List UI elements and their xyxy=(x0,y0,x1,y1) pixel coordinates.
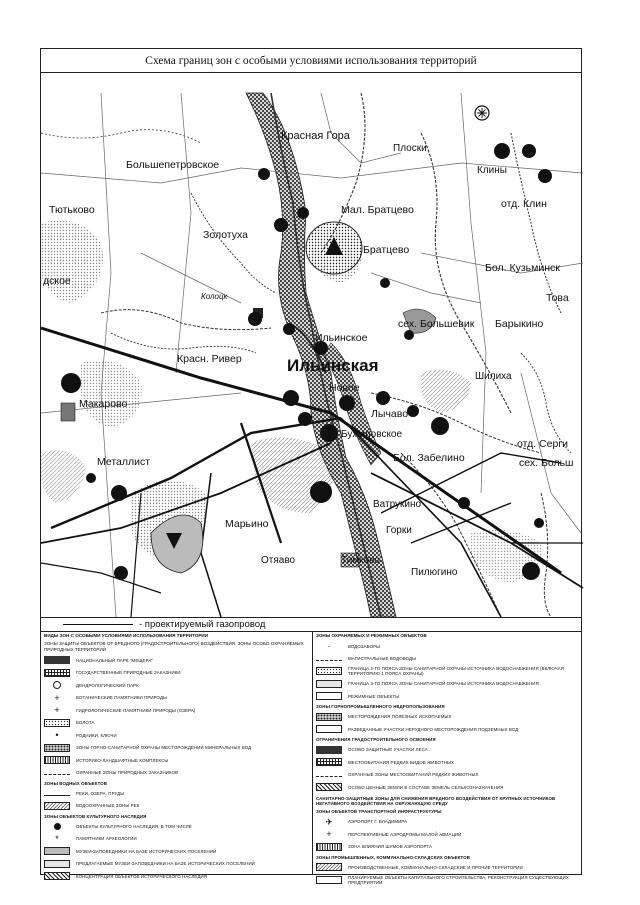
legend-item: • РОДНИКИ, КЛЮЧИ xyxy=(41,729,312,742)
legend-symbol: + xyxy=(54,705,60,716)
place-label: Марьино xyxy=(225,518,269,530)
legend-symbol xyxy=(316,680,342,688)
legend-symbol xyxy=(44,872,70,880)
legend-item: ОБЪЕКТЫ КУЛЬТУРНОГО НАСЛЕДИЯ, В ТОМ ЧИСЛЕ xyxy=(41,820,312,833)
place-label: Новое xyxy=(329,382,360,394)
place-label: Барыкино xyxy=(495,318,544,330)
place-label: Колоцк xyxy=(201,292,228,301)
place-label: Ильинское xyxy=(315,332,368,344)
legend-symbol xyxy=(53,681,61,689)
place-label: Золотуха xyxy=(203,229,248,241)
legend-item: ВОДООХРАННЫЕ ЗОНЫ РЕК xyxy=(41,800,312,813)
place-label: Братцево xyxy=(363,244,410,256)
legend-symbol xyxy=(44,795,70,796)
legend-symbol: + xyxy=(326,829,332,840)
legend-symbol xyxy=(44,656,70,664)
place-label: Лычаво xyxy=(371,408,409,420)
legend-left-subheading: ЗОНЫ ЗАЩИТЫ ОБЪЕКТОВ ОТ ВРЕДНОГО (ГРАДОСТРОИТЕЛЬНОГО) ВОЗДЕЙСТВИЯ. ЗОНЫ ОСОБО ОХРАНЯЕМЫХ ПРИРОДНЫХ ТЕРРИТОРИЙ xyxy=(44,641,304,652)
legend-item: ОСОБО ЗАЩИТНЫЕ УЧАСТКИ ЛЕСА xyxy=(313,744,583,757)
legend-symbol: + xyxy=(54,692,60,703)
pipeline-label: - проектируемый газопровод xyxy=(139,619,266,630)
legend-item: РЕЖИМНЫЕ ОБЪЕКТЫ xyxy=(313,690,583,703)
place-label: отд. Клин xyxy=(501,198,547,210)
legend-symbol xyxy=(316,667,342,675)
place-label: Металлист xyxy=(97,456,151,468)
legend-item: МЕСТООБИТАНИЯ РЕДКИХ ВИДОВ ЖИВОТНЫХ xyxy=(313,756,583,769)
legend-right-heading: ЗОНЫ ОХРАНЯЕМЫХ И РЕЖИМНЫХ ОБЪЕКТОВ xyxy=(316,633,427,638)
legend-symbol xyxy=(316,843,342,851)
map-canvas[interactable] xyxy=(41,73,583,617)
place-label: Мал. Братцево xyxy=(341,204,414,216)
legend-symbol xyxy=(44,669,70,677)
place-label: Красная Гора xyxy=(281,130,350,142)
legend-right-column xyxy=(313,632,583,885)
place-label: Тимково xyxy=(341,555,380,566)
place-label: дское xyxy=(43,275,71,287)
legend-symbol xyxy=(54,823,61,830)
legend-symbol: ✈ xyxy=(325,816,333,827)
legend-item: ПЛАНИРУЕМЫЕ ОБЪЕКТЫ КАПИТАЛЬНОГО СТРОИТЕЛЬСТВА, РЕКОНСТРУКЦИЯ СУЩЕСТВУЮЩИХ ПРЕДПРИЯТИЙ xyxy=(313,874,583,887)
legend-item: ГОСУДАРСТВЕННЫЕ ПРИРОДНЫЕ ЗАКАЗНИКИ xyxy=(41,667,312,680)
legend-item: НАЦИОНАЛЬНЫЙ ПАРК "МЕЩЕРА" xyxy=(41,654,312,667)
legend-item: * ПАМЯТНИКИ АРХЕОЛОГИИ xyxy=(41,833,312,846)
place-label: сех. Больш xyxy=(519,457,574,469)
legend-item: + ГИДРОЛОГИЧЕСКИЕ ПАМЯТНИКИ ПРИРОДЫ (ОЗЕРА) xyxy=(41,704,312,717)
legend-symbol: * xyxy=(55,833,59,844)
legend-item: БОЛОТА xyxy=(41,717,312,730)
legend-symbol xyxy=(316,876,342,884)
legend xyxy=(41,617,581,885)
map-sheet xyxy=(40,48,582,885)
map-title: Схема границ зон с особыми условиями использования территорий xyxy=(41,49,581,73)
legend-symbol xyxy=(44,774,70,775)
place-label: Большепетровское xyxy=(126,159,220,171)
legend-item: КОНЦЕНТРАЦИЯ ОБЪЕКТОВ ИСТОРИЧЕСКОГО НАСЛЕДИЯ xyxy=(41,870,312,883)
legend-item: ЗОНЫ ГОРНОПРОМЫШЛЕННОГО НЕДРОПОЛЬЗОВАНИЯ xyxy=(316,704,445,709)
legend-item: ✈ АЭРОПОРТ Г. ВЛАДИМИРА xyxy=(313,816,583,829)
place-label: Бужиловское xyxy=(341,429,403,440)
map-area[interactable] xyxy=(41,73,581,617)
legend-item: ОХРАННЫЕ ЗОНЫ МЕСТООБИТАНИЙ РЕДКИХ ЖИВОТНЫХ xyxy=(313,769,583,782)
pipeline-symbol xyxy=(63,624,133,625)
legend-symbol xyxy=(44,719,70,727)
legend-item: ЗОНЫ ВОДНЫХ ОБЪЕКТОВ xyxy=(44,780,108,786)
legend-symbol: • xyxy=(55,730,59,741)
legend-symbol xyxy=(316,692,342,700)
legend-item: ПРЕДЛАГАЕМЫЕ МУЗЕИ-ЗАПОВЕДНИКИ НА БАЗЕ ИСТОРИЧЕСКИХ ПОСЕЛЕНИЙ xyxy=(41,858,312,871)
place-label: Отяаво xyxy=(261,555,296,566)
legend-symbol xyxy=(316,758,342,766)
legend-symbol xyxy=(316,783,342,791)
place-label: Бол. Забелино xyxy=(393,452,465,464)
legend-symbol xyxy=(316,713,342,721)
place-label: Красн. Ривер xyxy=(177,353,242,365)
legend-symbol xyxy=(316,776,342,777)
legend-symbol xyxy=(44,802,70,810)
place-label: Ильинская xyxy=(287,356,379,375)
legend-item: + ПЕРСПЕКТИВНЫЕ АЭРОДРОМЫ МАЛОЙ АВИАЦИИ xyxy=(313,828,583,841)
place-label: Клины xyxy=(477,165,507,176)
place-label: Бол. Кузьминск xyxy=(485,262,560,274)
legend-symbol: · xyxy=(327,641,331,652)
legend-item: ОХРАННЫЕ ЗОНЫ ПРИРОДНЫХ ЗАКАЗНИКОВ xyxy=(41,767,312,780)
place-label: Това xyxy=(546,292,569,304)
place-label: отд. Серги xyxy=(517,438,568,450)
place-label: Тютьково xyxy=(49,204,95,216)
legend-symbol xyxy=(44,756,70,764)
pipeline-legend-row xyxy=(41,618,581,632)
legend-item: РЕКИ, ОЗЕРА, ПРУДЫ xyxy=(41,787,312,800)
legend-item: ЗОНЫ ОБЪЕКТОВ КУЛЬТУРНОГО НАСЛЕДИЯ xyxy=(44,813,147,819)
place-label: Шилиха xyxy=(475,371,512,382)
legend-item: ГРАНИЦА 3-ГО ПОЯСА ЗОНЫ САНИТАРНОЙ ОХРАНЫ ИСТОЧНИКА ВОДОСНАБЖЕНИЯ xyxy=(313,678,583,691)
asterisk-icon xyxy=(475,106,489,120)
legend-item: ОСОБО ЦЕННЫЕ ЗЕМЛИ В СОСТАВЕ ЗЕМЕЛЬ СЕЛЬХОЗНАЗНАЧЕНИЯ xyxy=(313,781,583,794)
legend-item: ЗОНА ВЛИЯНИЯ ШУМОВ АЭРОПОРТА xyxy=(313,841,583,854)
legend-item: ЗОНЫ ПРОМЫШЛЕННЫХ, КОММУНАЛЬНО-СКЛАДСКИХ ОБЪЕКТОВ xyxy=(316,854,470,860)
legend-symbol xyxy=(316,725,342,733)
legend-item: + БОТАНИЧЕСКИЕ ПАМЯТНИКИ ПРИРОДЫ xyxy=(41,692,312,705)
legend-item: ЗОНЫ ОБЪЕКТОВ ТРАНСПОРТНОЙ ИНФРАСТРУКТУРЫ xyxy=(316,809,442,814)
legend-item: МЕСТОРОЖДЕНИЯ ПОЛЕЗНЫХ ИСКОПАЕМЫХ xyxy=(313,711,583,724)
legend-symbol xyxy=(316,660,342,661)
place-label: Ватрукино xyxy=(373,499,422,510)
legend-item: ОГРАНИЧЕНИЯ ГРАДОСТРОИТЕЛЬНОГО ОСВОЕНИЯ xyxy=(316,737,436,742)
place-label: сех. Большевик xyxy=(398,318,475,330)
legend-item: · ВОДОЗАБОРЫ xyxy=(313,640,583,653)
legend-item: РАЗВЕДАННЫЕ УЧАСТКИ НЕРУДНОГО МЕСТОРОЖДЕНИЯ ПОДЗЕМНЫХ ВОД xyxy=(313,723,583,736)
legend-item: ДЕНДРОЛОГИЧЕСКИЙ ПАРК xyxy=(41,679,312,692)
legend-item: ЗОНЫ ГОРНО-САНИТАРНОЙ ОХРАНЫ МЕСТОРОЖДЕНИЙ МИНЕРАЛЬНЫХ ВОД xyxy=(41,742,312,755)
legend-item: ГРАНИЦА 2-ГО ПОЯСА ЗОНЫ САНИТАРНОЙ ОХРАНЫ ИСТОЧНИКА ВОДОСНАБЖЕНИЯ (ВКЛЮЧАЯ ТЕРРИТОРИЮ 1 ПОЯСА ОХРАНЫ) xyxy=(313,665,583,678)
place-label: Пилюгино xyxy=(411,567,458,578)
legend-symbol xyxy=(44,744,70,752)
legend-symbol xyxy=(316,863,342,871)
place-label: Горки xyxy=(386,525,412,536)
place-label: Плоски xyxy=(393,143,427,154)
legend-left-heading: ВИДЫ ЗОН С ОСОБЫМИ УСЛОВИЯМИ ИСПОЛЬЗОВАНИЯ ТЕРРИТОРИИ xyxy=(44,633,208,638)
legend-item: МУЗЕИ-ЗАПОВЕДНИКИ НА БАЗЕ ИСТОРИЧЕСКИХ ПОСЕЛЕНИЙ xyxy=(41,845,312,858)
legend-left-column xyxy=(41,632,313,879)
legend-item: САНИТАРНО-ЗАЩИТНЫЕ ЗОНЫ ДЛЯ СНИЖЕНИЯ ВРЕДНОГО ВОЗДЕЙСТВИЯ ОТ КРУПНЫХ ИСТОЧНИКОВ НЕГАТИВНОГО ВОЗДЕЙСТВИЯ НА ОКРУЖАЮЩУЮ СРЕДУ xyxy=(316,795,556,806)
place-label: Макарово xyxy=(79,398,128,410)
legend-item: ПРОИЗВОДСТВЕННЫЕ, КОММУНАЛЬНО-СКЛАДСКИЕ И ПРОЧИЕ ТЕРРИТОРИИ xyxy=(313,861,583,874)
legend-item: ИСТОРИКО-ЛАНДШАФТНЫЕ КОМПЛЕКСЫ xyxy=(41,754,312,767)
legend-item: МАГИСТРАЛЬНЫЕ ВОДОВОДЫ xyxy=(313,653,583,666)
legend-symbol xyxy=(44,860,70,868)
legend-symbol xyxy=(316,746,342,754)
legend-symbol xyxy=(44,847,70,855)
